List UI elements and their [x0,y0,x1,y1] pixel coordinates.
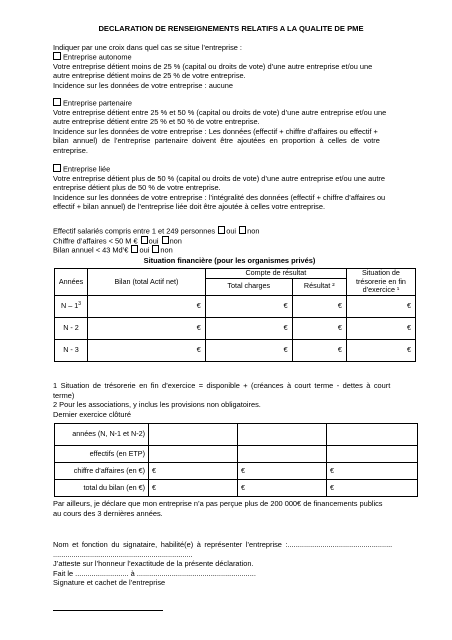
financial-table [54,268,416,362]
resultat-cell[interactable]: € [292,317,346,339]
header-resultat: Résultat ² [292,278,346,295]
date-place-field[interactable]: Fait le .......................... à .......................................................... [53,568,256,578]
partenaire-line: bilan annuel) de l’entreprise partenaire doivent être ajoutées en proportion à celles de votre [53,136,380,145]
value-cell[interactable] [149,424,238,446]
signatory-name-field[interactable]: Nom et fonction du signataire, habilité(e) à représenter l’entreprise :................................................... [53,540,393,549]
value-cell[interactable]: € [238,480,327,497]
bilan-cell[interactable]: € [88,295,206,317]
liee-line: Incidence sur les données de votre entreprise : l’intégralité des données (effectif + chiffre d’affaires ou [53,192,386,202]
bilan-cell[interactable]: € [88,317,206,339]
checkbox-effectif-non[interactable] [239,226,246,234]
liee-line: effectif + bilan annuel) de l’entreprise liée doit être ajoutée à celles votre entreprise. [53,202,326,211]
total-charges-cell[interactable]: € [205,295,292,317]
checkbox-ca-non[interactable] [162,236,169,244]
non-label: non [169,236,182,245]
option-liee-label: Entreprise liée [63,164,111,174]
checkbox-bilan-oui[interactable] [131,245,138,253]
oui-label: oui [139,245,150,255]
row-label: effectifs (en ETP) [55,446,149,463]
year-cell: N - 3 [55,339,88,361]
non-label: non [160,245,173,255]
value-cell[interactable]: € [238,463,327,480]
checkbox-bilan-non[interactable] [152,245,159,253]
resultat-cell[interactable]: € [292,295,346,317]
note-1: 1 Situation de trésorerie en fin d’exercice = disponible + (créances à court terme - dettes à court [53,381,391,390]
document-title: DECLARATION DE RENSEIGNEMENTS RELATIFS A LA QUALITE DE PME [98,24,364,33]
liee-line: entreprise détient plus de 50 % de votre entreprise. [53,183,221,192]
header-situation-tresorerie: Situation de trésorerie en fin d’exercice ¹ [346,269,415,296]
footnote-separator [53,610,163,611]
partenaire-line: autre entreprise détient entre 25 % et 50 % de votre entreprise. [53,117,260,126]
value-cell[interactable] [327,424,418,446]
last-exercise-label: Dernier exercice clôturé [53,409,132,419]
value-cell[interactable]: € [149,480,238,497]
autonome-line: Votre entreprise détient moins de 25 % (capital ou droits de vote) d’une autre entreprise et/ou une [53,61,373,71]
header-bilan: Bilan (total Actif net) [88,269,206,296]
total-charges-cell[interactable]: € [205,317,292,339]
tresorerie-cell[interactable]: € [346,295,415,317]
criteria-bilan [53,245,173,255]
checkbox-liee[interactable] [53,164,61,172]
signature-label: Signature et cachet de l’entreprise [53,578,166,587]
row-label: années (N, N-1 et N-2) [55,424,149,446]
oui-label: oui [226,226,237,236]
total-charges-cell[interactable]: € [205,339,292,361]
financial-section-title: Situation financière (pour les organismes privés) [143,256,316,265]
non-label: non [247,226,260,236]
value-cell[interactable] [238,446,327,463]
autonome-line: Incidence sur les données de votre entreprise : aucune [53,80,233,90]
tresorerie-cell[interactable]: € [346,339,415,361]
option-autonome-label: Entreprise autonome [63,52,132,62]
last-exercise-table [54,423,418,497]
partenaire-line: entreprise. [53,145,88,155]
intro-text: Indiquer par une croix dans quel cas se situe l’entreprise : [53,43,242,52]
checkbox-ca-oui[interactable] [141,236,148,244]
bilan-cell[interactable]: € [88,339,206,361]
year-cell: N - 2 [55,317,88,339]
partenaire-line: Incidence sur les données de votre entreprise : Les données (effectif + chiffre d’affaires ou effectif + [53,126,378,136]
note-1-cont: terme) [53,390,75,400]
criteria-effectif-label: Effectif salariés compris entre 1 et 249 personnes [53,226,216,236]
criteria-bilan-label: Bilan annuel < 43 Md’€ [53,245,129,255]
resultat-cell[interactable]: € [292,339,346,361]
value-cell[interactable]: € [327,480,418,497]
autonome-line: autre entreprise détient moins de 25 % de votre entreprise. [53,71,246,80]
row-label: chiffre d’affaires (en €) [55,463,149,480]
criteria-ca-label: Chiffre d’affaires < 50 M € [53,236,138,245]
checkbox-autonome[interactable] [53,52,61,60]
header-compte-resultat: Compte de résultat [205,269,346,279]
signatory-name-field-cont[interactable]: .................................................................... [53,549,193,559]
attest-line: Par ailleurs, je déclare que mon entreprise n’a pas perçue plus de 200 000€ de financements publics [53,499,383,508]
header-total-charges: Total charges [205,278,292,295]
year-cell: N – $1^3$ [55,295,88,317]
attest-line: au cours des 3 dernières années. [53,508,163,518]
value-cell[interactable]: € [149,463,238,480]
checkbox-effectif-oui[interactable] [218,226,225,234]
tresorerie-cell[interactable]: € [346,317,415,339]
checkbox-partenaire[interactable] [53,98,61,106]
value-cell[interactable] [238,424,327,446]
oui-label: oui [148,236,159,245]
header-annees: Années [55,269,88,296]
value-cell[interactable]: € [327,463,418,480]
partenaire-line: Votre entreprise détient entre 25 % et 50 % (capital ou droits de vote) d’une autre entreprise et/ou une [53,107,387,117]
row-label: total du bilan (en €) [55,480,149,497]
value-cell[interactable] [149,446,238,463]
value-cell[interactable] [327,446,418,463]
liee-line: Votre entreprise détient plus de 50 % (capital ou droits de vote) d’une autre entreprise et/ou une autre [53,173,385,183]
note-2: 2 Pour les associations, y inclus les provisions non obligatoires. [53,400,261,409]
honour-statement: J’atteste sur l’honneur l’exactitude de la présente déclaration. [53,559,254,568]
option-partenaire-label: Entreprise partenaire [63,98,133,108]
